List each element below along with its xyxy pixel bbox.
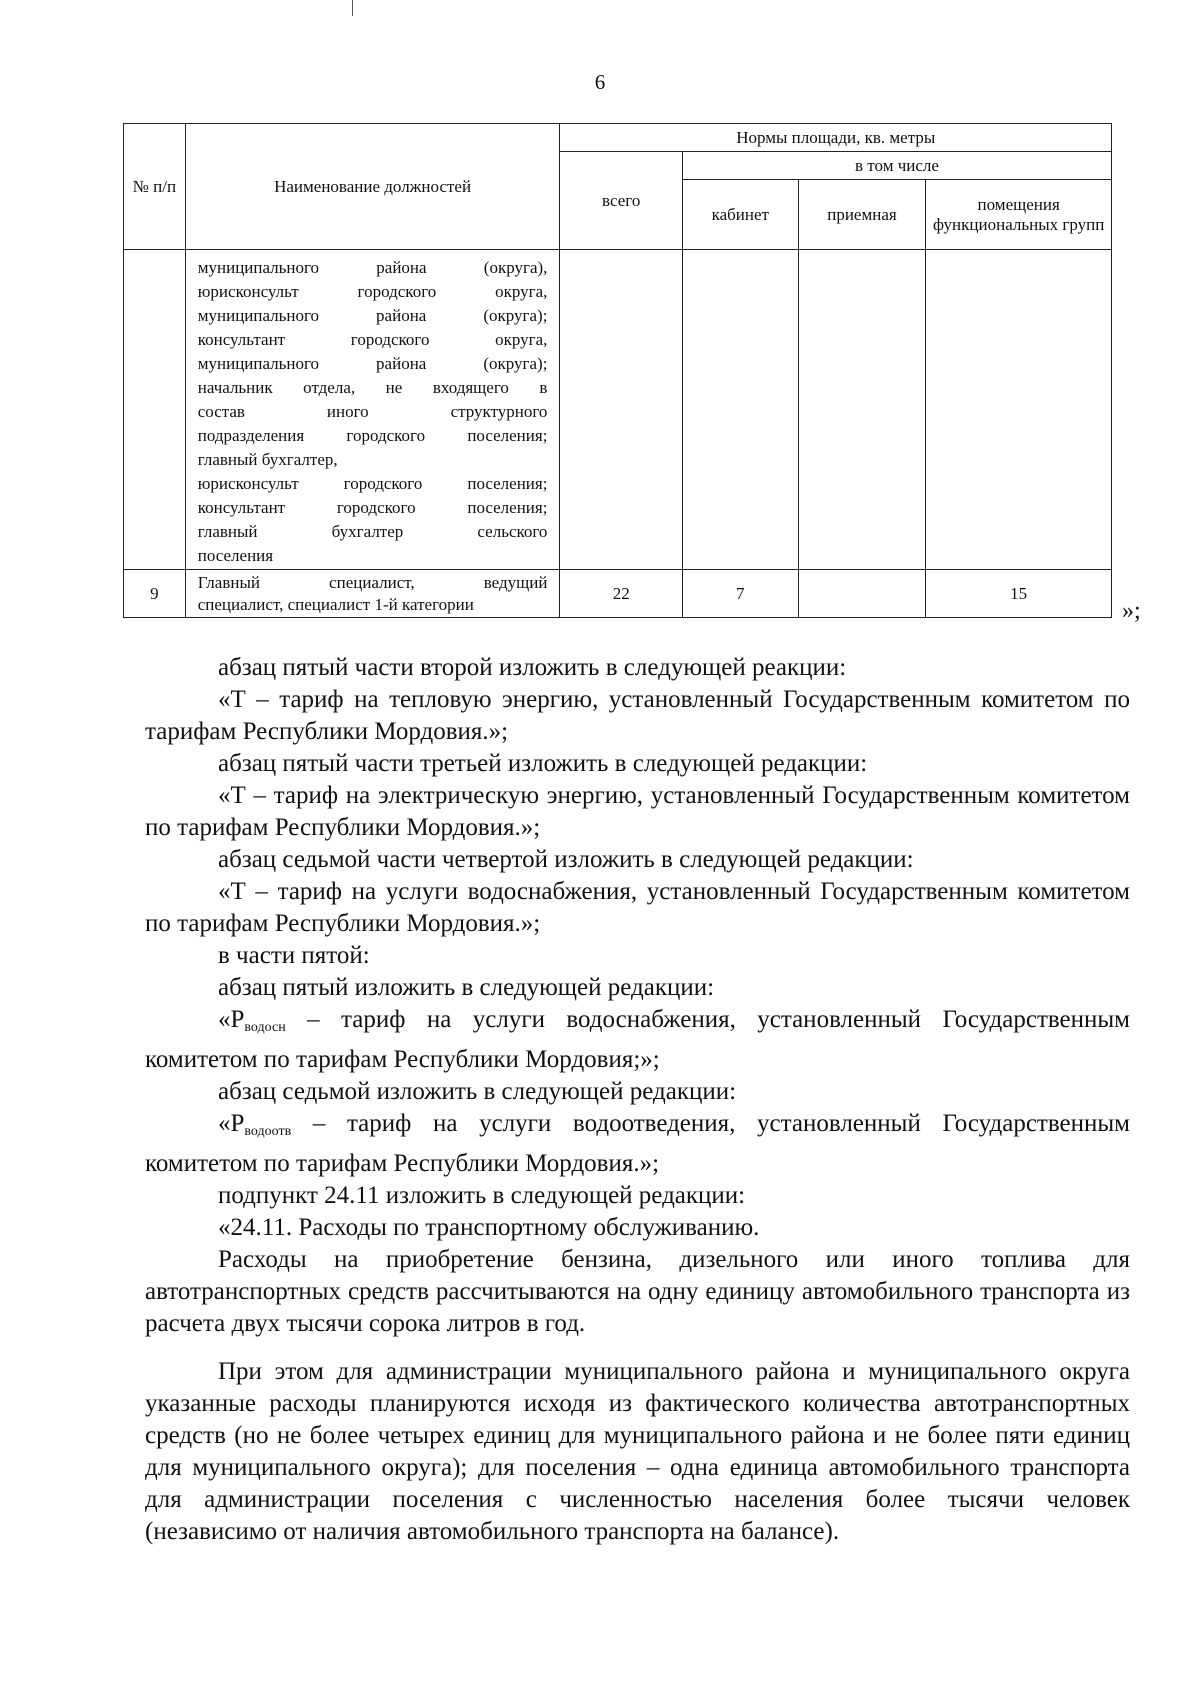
header-area-norms: Нормы площади, кв. метры xyxy=(560,124,1112,152)
header-name: Наименование должностей xyxy=(185,124,560,250)
row9-name: Главный специалист, ведущий специалист, специалист 1-й категории xyxy=(185,570,560,618)
header-office: кабинет xyxy=(682,180,798,250)
paragraph: «$Р_{водосн}$ – тариф на услуги водоснабжения, установленный Государственным комитетом по тарифам Республики Мордовия;»; xyxy=(145,1006,1130,1073)
paragraph: «Т – тариф на электрическую энергию, установленный Государственным комитетом по тарифам Республики Мордовия.»; xyxy=(145,782,1130,841)
list-item: главный бухгалтер сельского xyxy=(197,521,548,541)
list-item: юрисконсульт городского поселения; xyxy=(197,473,548,493)
list-item: муниципального района (округа), xyxy=(197,257,548,277)
list-item: муниципального района (округа); xyxy=(197,353,548,373)
table-row xyxy=(124,250,1112,570)
list-item: поселения xyxy=(197,545,274,565)
positions-continuation xyxy=(185,250,560,570)
paragraph: абзац пятый изложить в следующей редакции: xyxy=(218,974,715,1001)
header-num: № п/п xyxy=(124,124,186,250)
paragraph: При этом для администрации муниципального района и муниципального округа указанные расходы планируются исходя из фактического количества автотранспортных средств (но не более четырех единиц для муниципального района и не более пяти единиц для муниципального округа); для поселения – одна единица автомобильного транспорта для администрации поселения с численностью населения более тысячи человек (независимо от наличия автомобильного транспорта на балансе). xyxy=(145,1358,1130,1545)
paragraph: «24.11. Расходы по транспортному обслуживанию. xyxy=(218,1214,760,1241)
list-item: главный бухгалтер, xyxy=(197,449,338,469)
paragraph: «Т – тариф на тепловую энергию, установленный Государственным комитетом по тарифам Республики Мордовия.»; xyxy=(145,686,1130,745)
row9-functional: 15 xyxy=(926,570,1112,618)
page-number: 6 xyxy=(594,70,606,94)
list-item: юрисконсульт городского округа, xyxy=(197,281,548,301)
paragraph: абзац седьмой части четвертой изложить в следующей редакции: xyxy=(218,846,914,873)
scan-mark xyxy=(352,0,353,16)
paragraph: подпункт 24.11 изложить в следующей редакции: xyxy=(218,1182,746,1209)
header-reception: приемная xyxy=(798,180,926,250)
paragraph: «$Р_{водоотв}$ – тариф на услуги водоотведения, установленный Государственным комитетом по тарифам Республики Мордовия.»; xyxy=(145,1110,1130,1177)
closing-quote: »; xyxy=(1122,598,1141,624)
list-item: консультант городского поселения; xyxy=(197,497,548,517)
list-item: подразделения городского поселения; xyxy=(197,425,548,445)
list-item: состав иного структурного xyxy=(197,401,548,421)
list-item: начальник отдела, не входящего в xyxy=(197,377,548,397)
header-total: всего xyxy=(560,152,683,250)
row9-reception xyxy=(798,570,926,618)
header-functional: помещения функциональных групп xyxy=(926,180,1112,250)
row9-total: 22 xyxy=(560,570,683,618)
header-including: в том числе xyxy=(682,152,1111,180)
paragraph: абзац седьмой изложить в следующей редакции: xyxy=(218,1078,737,1105)
paragraph: абзац пятый части второй изложить в следующей реакции: xyxy=(218,654,847,681)
list-item: муниципального района (округа); xyxy=(197,305,548,325)
area-norms-table xyxy=(123,123,1112,618)
list-item: консультант городского округа, xyxy=(197,329,548,349)
document-body xyxy=(145,652,1130,1548)
table-row xyxy=(124,570,1112,618)
cell-num-empty xyxy=(124,250,186,570)
row9-office: 7 xyxy=(682,570,798,618)
paragraph: в части пятой: xyxy=(218,942,370,969)
paragraph: Расходы на приобретение бензина, дизельного или иного топлива для автотранспортных средств рассчитываются на одну единицу автомобильного транспорта из расчета двух тысячи сорока литров в год. xyxy=(145,1246,1130,1337)
paragraph: абзац пятый части третьей изложить в следующей редакции: xyxy=(218,750,868,777)
paragraph: «Т – тариф на услуги водоснабжения, установленный Государственным комитетом по тарифам Республики Мордовия.»; xyxy=(145,878,1130,937)
row9-num: 9 xyxy=(124,570,186,618)
